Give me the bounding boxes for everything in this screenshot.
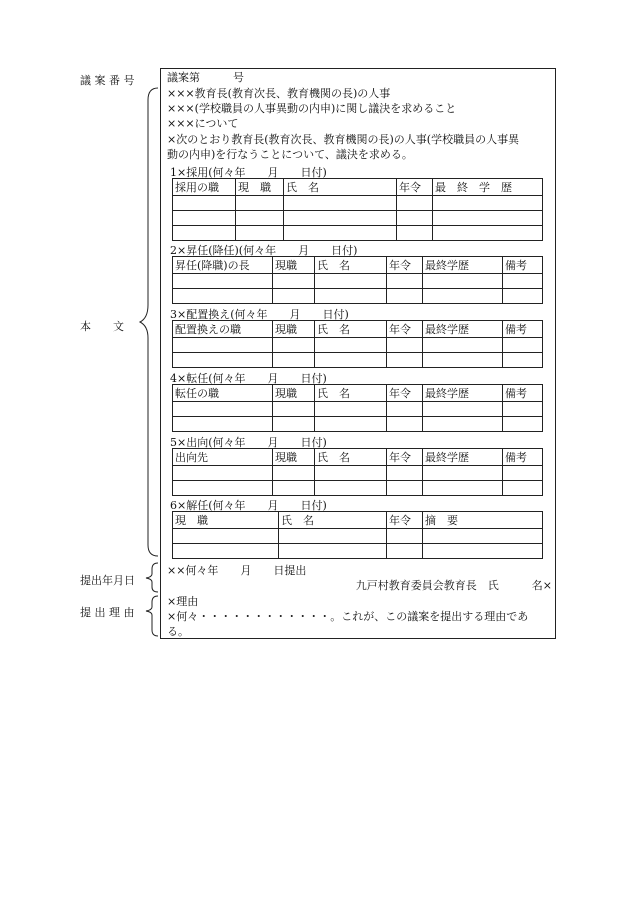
header-cell: 摘 要 [423, 512, 543, 529]
header-cell: 最終学歴 [423, 321, 503, 338]
header-cell: 年令 [397, 179, 433, 196]
header-cell: 年令 [387, 449, 423, 466]
table-header-row [173, 449, 543, 466]
header-cell: 現職 [273, 385, 315, 402]
header-cell: 氏 名 [315, 385, 387, 402]
header-cell: 備考 [503, 385, 543, 402]
header-cell: 配置換えの職 [173, 321, 273, 338]
header-cell: 最 終 学 歴 [433, 179, 543, 196]
table-row [173, 226, 543, 241]
table-row [173, 353, 543, 368]
table-header-row [173, 179, 543, 196]
table-hiring [172, 178, 543, 241]
table-transfer [172, 384, 543, 432]
table-dismissal [172, 511, 543, 559]
bill-title: 議案第 号 [167, 71, 244, 84]
label-reason: 提 出 理 由 [80, 606, 135, 619]
label-submit-date: 提出年月日 [80, 574, 135, 587]
reason-brace [146, 596, 158, 636]
header-cell: 出向先 [173, 449, 273, 466]
label-bill-number: 議 案 番 号 [80, 74, 135, 87]
table-row [173, 417, 543, 432]
header-cell: 現職 [273, 257, 315, 274]
table-header-row [173, 385, 543, 402]
header-cell: 最終学歴 [423, 449, 503, 466]
header-cell: 氏 名 [315, 257, 387, 274]
section-heading-5: 5×出向(何々年 月 日付) [170, 436, 327, 449]
header-cell: 氏 名 [284, 179, 397, 196]
intro-line-5: 動の内申)を行なうことについて、議決を求める。 [167, 148, 413, 161]
submit-date-brace [146, 563, 158, 592]
table-secondment [172, 448, 543, 496]
header-cell: 最終学歴 [423, 385, 503, 402]
body-brace [140, 88, 158, 556]
reason-heading: ×理由 [167, 595, 199, 608]
header-cell: 転任の職 [173, 385, 273, 402]
intro-line-2: ×××(学校職員の人事異動の内申)に関し議決を求めること [167, 102, 457, 115]
intro-line-1: ×××教育長(教育次長、教育機関の長)の人事 [167, 87, 391, 100]
header-cell: 年令 [387, 257, 423, 274]
header-cell: 備考 [503, 449, 543, 466]
header-cell: 年令 [387, 321, 423, 338]
header-cell: 年令 [387, 512, 423, 529]
table-row [173, 196, 543, 211]
intro-line-4: ×次のとおり教育長(教育次長、教育機関の長)の人事(学校職員の人事異 [167, 133, 520, 146]
reason-text-line-2: る。 [167, 625, 189, 638]
header-cell: 年令 [387, 385, 423, 402]
header-cell: 現 職 [236, 179, 284, 196]
table-row [173, 211, 543, 226]
header-cell: 昇任(降職)の長 [173, 257, 273, 274]
header-cell: 最終学歴 [423, 257, 503, 274]
table-header-row [173, 321, 543, 338]
header-cell: 現職 [273, 449, 315, 466]
header-cell: 氏 名 [279, 512, 387, 529]
table-row [173, 274, 543, 289]
label-body: 本 文 [80, 320, 124, 333]
table-row [173, 481, 543, 496]
table-reassignment [172, 320, 543, 368]
reason-text-line-1: ×何々・・・・・・・・・・・・。これが、この議案を提出する理由であ [167, 610, 529, 623]
section-heading-6: 6×解任(何々年 月 日付) [170, 499, 327, 512]
header-cell: 備考 [503, 321, 543, 338]
header-cell: 現職 [273, 321, 315, 338]
header-cell: 備考 [503, 257, 543, 274]
section-heading-4: 4×転任(何々年 月 日付) [170, 372, 327, 385]
table-header-row [173, 512, 543, 529]
table-row [173, 466, 543, 481]
table-row [173, 529, 543, 544]
table-row [173, 402, 543, 417]
intro-line-3: ×××について [167, 117, 239, 130]
submission-date: ××何々年 月 日提出 [167, 564, 307, 577]
section-heading-3: 3×配置換え(何々年 月 日付) [170, 308, 349, 321]
header-cell: 氏 名 [315, 321, 387, 338]
table-row [173, 544, 543, 559]
table-promotion [172, 256, 543, 304]
submission-signature: 九戸村教育委員会教育長 氏 名× [355, 579, 552, 592]
header-cell: 氏 名 [315, 449, 387, 466]
header-cell: 採用の職 [173, 179, 236, 196]
table-row [173, 338, 543, 353]
section-heading-1: 1×採用(何々年 月 日付) [170, 166, 327, 179]
section-heading-2: 2×昇任(降任)(何々年 月 日付) [170, 244, 358, 257]
header-cell: 現 職 [173, 512, 279, 529]
table-header-row [173, 257, 543, 274]
table-row [173, 289, 543, 304]
